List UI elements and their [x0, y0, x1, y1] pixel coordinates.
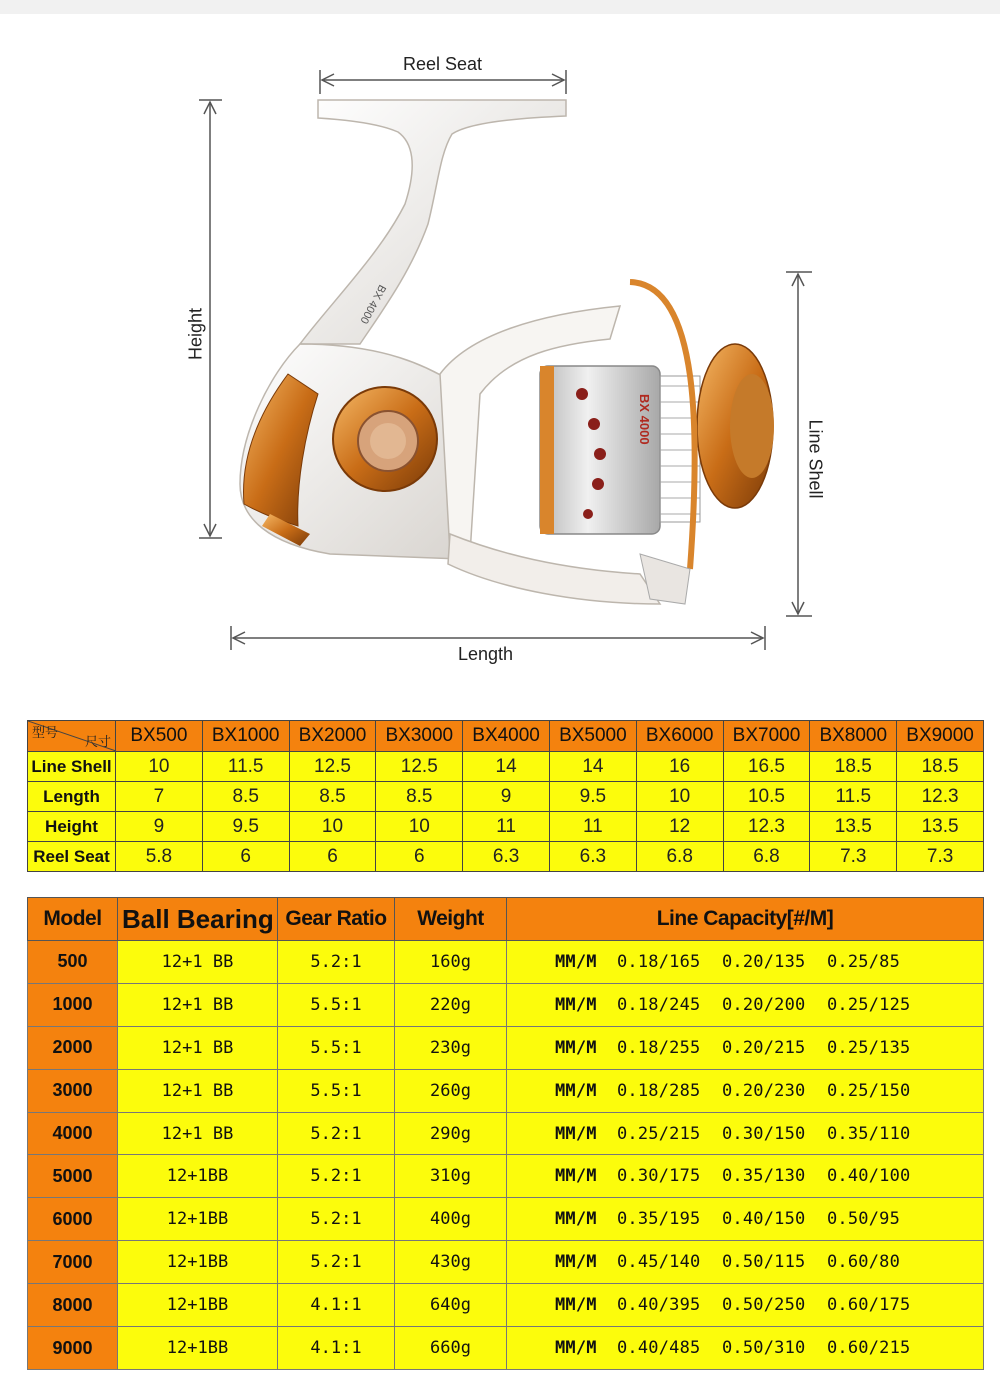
ball-bearing-cell: 12+1 BB	[118, 1026, 278, 1069]
weight-cell: 640g	[395, 1284, 507, 1327]
handle-knob-center	[370, 423, 406, 459]
line-capacity-cell	[507, 941, 984, 984]
gear-ratio-cell: 4.1:1	[278, 1327, 395, 1370]
size-value-cell: 8.5	[202, 782, 289, 812]
capacity-value: 0.25/85	[827, 951, 901, 972]
size-value-cell: 11.5	[202, 752, 289, 782]
corner-size-label: 尺寸	[84, 734, 111, 749]
capacity-value: 0.60/175	[827, 1295, 911, 1316]
capacity-unit: MM/M	[555, 1037, 597, 1058]
gear-ratio-cell: 5.5:1	[278, 983, 395, 1026]
weight-cell: 230g	[395, 1026, 507, 1069]
size-value-cell: 6	[289, 842, 376, 872]
model-cell: 6000	[28, 1198, 118, 1241]
size-value-cell: 8.5	[289, 782, 376, 812]
size-value-cell: 10	[289, 812, 376, 842]
capacity-value: 0.35/195	[617, 1209, 701, 1230]
size-model-header: BX6000	[636, 721, 723, 752]
weight-cell: 400g	[395, 1198, 507, 1241]
gear-ratio-cell: 5.2:1	[278, 1112, 395, 1155]
size-value-cell: 7.3	[810, 842, 897, 872]
size-table-row	[28, 752, 984, 782]
capacity-value: 0.18/285	[617, 1080, 701, 1101]
reel-foot-marking: BX 4000	[357, 282, 388, 326]
line-capacity-cell	[507, 1155, 984, 1198]
capacity-unit: MM/M	[555, 1209, 597, 1230]
spec-table-row	[28, 941, 984, 984]
size-value-cell: 12.3	[723, 812, 810, 842]
corner-model-label: 型号	[32, 725, 59, 740]
capacity-value: 0.50/115	[722, 1252, 806, 1273]
gear-ratio-cell: 5.2:1	[278, 1155, 395, 1198]
size-value-cell: 10.5	[723, 782, 810, 812]
capacity-value: 0.50/310	[722, 1338, 806, 1358]
capacity-unit: MM/M	[555, 994, 597, 1015]
model-cell: 7000	[28, 1241, 118, 1284]
gear-ratio-cell: 5.5:1	[278, 1026, 395, 1069]
capacity-value: 0.20/200	[722, 994, 806, 1015]
size-table-row	[28, 782, 984, 812]
size-model-header: BX9000	[897, 721, 984, 752]
capacity-unit: MM/M	[555, 1123, 597, 1144]
size-value-cell: 6.8	[636, 842, 723, 872]
ball-bearing-cell: 12+1BB	[118, 1198, 278, 1241]
line-capacity-cell	[507, 1026, 984, 1069]
size-value-cell: 6	[202, 842, 289, 872]
size-model-header: BX2000	[289, 721, 376, 752]
size-value-cell: 16	[636, 752, 723, 782]
model-cell: 1000	[28, 983, 118, 1026]
gear-ratio-cell: 4.1:1	[278, 1284, 395, 1327]
spec-table-row	[28, 1155, 984, 1198]
gear-ratio-cell: 5.2:1	[278, 941, 395, 984]
capacity-value: 0.40/485	[617, 1338, 701, 1358]
capacity-value: 0.30/175	[617, 1166, 701, 1187]
line-capacity-cell	[507, 1069, 984, 1112]
size-row-label: Line Shell	[28, 752, 116, 782]
size-value-cell: 6.3	[549, 842, 636, 872]
model-header: Model	[28, 898, 118, 941]
capacity-value: 0.50/95	[827, 1209, 901, 1230]
size-value-cell: 11	[549, 812, 636, 842]
ball-bearing-header: Ball Bearing	[118, 898, 278, 941]
model-cell: 3000	[28, 1069, 118, 1112]
size-model-header: BX8000	[810, 721, 897, 752]
size-model-header: BX5000	[549, 721, 636, 752]
size-row-label: Reel Seat	[28, 842, 116, 872]
size-value-cell: 12.3	[897, 782, 984, 812]
size-value-cell: 10	[636, 782, 723, 812]
model-cell: 2000	[28, 1026, 118, 1069]
size-value-cell: 12.5	[376, 752, 463, 782]
top-strip	[0, 0, 1000, 14]
spec-table-row	[28, 1198, 984, 1241]
spec-table-row	[28, 1112, 984, 1155]
size-value-cell: 6	[376, 842, 463, 872]
size-value-cell: 10	[116, 752, 203, 782]
size-table-header	[28, 721, 984, 752]
weight-cell: 290g	[395, 1112, 507, 1155]
size-value-cell: 11.5	[810, 782, 897, 812]
capacity-value: 0.25/150	[827, 1080, 911, 1101]
size-model-header: BX1000	[202, 721, 289, 752]
spec-table-row	[28, 1284, 984, 1327]
capacity-value: 0.25/125	[827, 994, 911, 1015]
rotor-lower	[448, 534, 660, 604]
model-cell: 5000	[28, 1155, 118, 1198]
size-value-cell: 14	[463, 752, 550, 782]
ball-bearing-cell: 12+1 BB	[118, 983, 278, 1026]
size-value-cell: 13.5	[897, 812, 984, 842]
size-value-cell: 6.3	[463, 842, 550, 872]
weight-cell: 310g	[395, 1155, 507, 1198]
ball-bearing-cell: 12+1BB	[118, 1241, 278, 1284]
size-value-cell: 9.5	[549, 782, 636, 812]
capacity-unit: MM/M	[555, 951, 597, 972]
model-cell: 4000	[28, 1112, 118, 1155]
model-cell: 8000	[28, 1284, 118, 1327]
spool-marking: BX 4000	[637, 394, 652, 445]
size-value-cell: 6.8	[723, 842, 810, 872]
size-value-cell: 5.8	[116, 842, 203, 872]
reel-foot	[300, 100, 566, 344]
weight-cell: 260g	[395, 1069, 507, 1112]
size-value-cell: 12.5	[289, 752, 376, 782]
ball-bearing-cell: 12+1 BB	[118, 941, 278, 984]
weight-cell: 220g	[395, 983, 507, 1026]
spool-front-ring	[540, 366, 554, 534]
capacity-value: 0.20/135	[722, 951, 806, 972]
size-table-row	[28, 812, 984, 842]
spec-table-row	[28, 1327, 984, 1370]
line-capacity-header: Line Capacity[#/M]	[507, 898, 984, 941]
size-value-cell: 13.5	[810, 812, 897, 842]
spec-table	[27, 897, 984, 1370]
line-capacity-cell	[507, 1284, 984, 1327]
gear-ratio-header: Gear Ratio	[278, 898, 395, 941]
size-row-label: Length	[28, 782, 116, 812]
capacity-value: 0.40/395	[617, 1295, 701, 1316]
size-value-cell: 12	[636, 812, 723, 842]
reel-dimension-diagram	[0, 14, 1000, 694]
size-value-cell: 18.5	[810, 752, 897, 782]
capacity-unit: MM/M	[555, 1166, 597, 1187]
capacity-unit: MM/M	[555, 1295, 597, 1316]
line-capacity-cell	[507, 1241, 984, 1284]
model-cell: 500	[28, 941, 118, 984]
spec-table-header	[28, 898, 984, 941]
size-value-cell: 7.3	[897, 842, 984, 872]
size-value-cell: 16.5	[723, 752, 810, 782]
reel-illustration	[0, 14, 1000, 694]
capacity-value: 0.25/135	[827, 1037, 911, 1058]
line-capacity-cell	[507, 1112, 984, 1155]
spec-table-row	[28, 983, 984, 1026]
ball-bearing-cell: 12+1 BB	[118, 1069, 278, 1112]
capacity-value: 0.45/140	[617, 1252, 701, 1273]
reel-seat-label: Reel Seat	[403, 54, 483, 74]
model-cell: 9000	[28, 1327, 118, 1370]
capacity-value: 0.60/80	[827, 1252, 901, 1273]
capacity-value: 0.50/250	[722, 1295, 806, 1316]
weight-cell: 660g	[395, 1327, 507, 1370]
size-value-cell: 10	[376, 812, 463, 842]
size-model-header: BX3000	[376, 721, 463, 752]
gear-ratio-cell: 5.2:1	[278, 1241, 395, 1284]
size-model-header: BX4000	[463, 721, 550, 752]
size-value-cell: 18.5	[897, 752, 984, 782]
capacity-value: 0.35/110	[827, 1123, 911, 1144]
line-capacity-cell	[507, 983, 984, 1026]
gear-ratio-cell: 5.5:1	[278, 1069, 395, 1112]
line-shell-label: Line Shell	[805, 419, 826, 499]
drag-knob-cap	[730, 374, 774, 478]
size-value-cell: 7	[116, 782, 203, 812]
height-label: Height	[185, 307, 206, 361]
capacity-value: 0.25/215	[617, 1123, 701, 1144]
weight-header: Weight	[395, 898, 507, 941]
capacity-value: 0.18/165	[617, 951, 701, 972]
capacity-unit: MM/M	[555, 1080, 597, 1101]
capacity-value: 0.18/255	[617, 1037, 701, 1058]
ball-bearing-cell: 12+1BB	[118, 1284, 278, 1327]
capacity-value: 0.40/150	[722, 1209, 806, 1230]
capacity-value: 0.60/215	[827, 1338, 911, 1358]
size-model-header: BX7000	[723, 721, 810, 752]
weight-cell: 160g	[395, 941, 507, 984]
length-label: Length	[458, 644, 514, 664]
size-value-cell: 9	[116, 812, 203, 842]
size-row-label: Height	[28, 812, 116, 842]
size-model-header: BX500	[116, 721, 203, 752]
ball-bearing-cell: 12+1 BB	[118, 1112, 278, 1155]
capacity-unit: MM/M	[555, 1338, 597, 1358]
capacity-value: 0.30/150	[722, 1123, 806, 1144]
spec-table-row	[28, 1241, 984, 1284]
line-capacity-cell	[507, 1327, 984, 1370]
capacity-value: 0.40/100	[827, 1166, 911, 1187]
capacity-value: 0.18/245	[617, 994, 701, 1015]
size-value-cell: 11	[463, 812, 550, 842]
weight-cell: 430g	[395, 1241, 507, 1284]
size-value-cell: 14	[549, 752, 636, 782]
size-table	[27, 720, 984, 872]
size-table-corner	[28, 721, 116, 752]
capacity-value: 0.35/130	[722, 1166, 806, 1187]
ball-bearing-cell: 12+1BB	[118, 1327, 278, 1370]
capacity-value: 0.20/215	[722, 1037, 806, 1058]
size-value-cell: 8.5	[376, 782, 463, 812]
line-capacity-cell	[507, 1198, 984, 1241]
spec-table-row	[28, 1026, 984, 1069]
size-value-cell: 9.5	[202, 812, 289, 842]
size-table-row	[28, 842, 984, 872]
capacity-value: 0.20/230	[722, 1080, 806, 1101]
ball-bearing-cell: 12+1BB	[118, 1155, 278, 1198]
size-value-cell: 9	[463, 782, 550, 812]
gear-ratio-cell: 5.2:1	[278, 1198, 395, 1241]
capacity-unit: MM/M	[555, 1252, 597, 1273]
spec-table-row	[28, 1069, 984, 1112]
